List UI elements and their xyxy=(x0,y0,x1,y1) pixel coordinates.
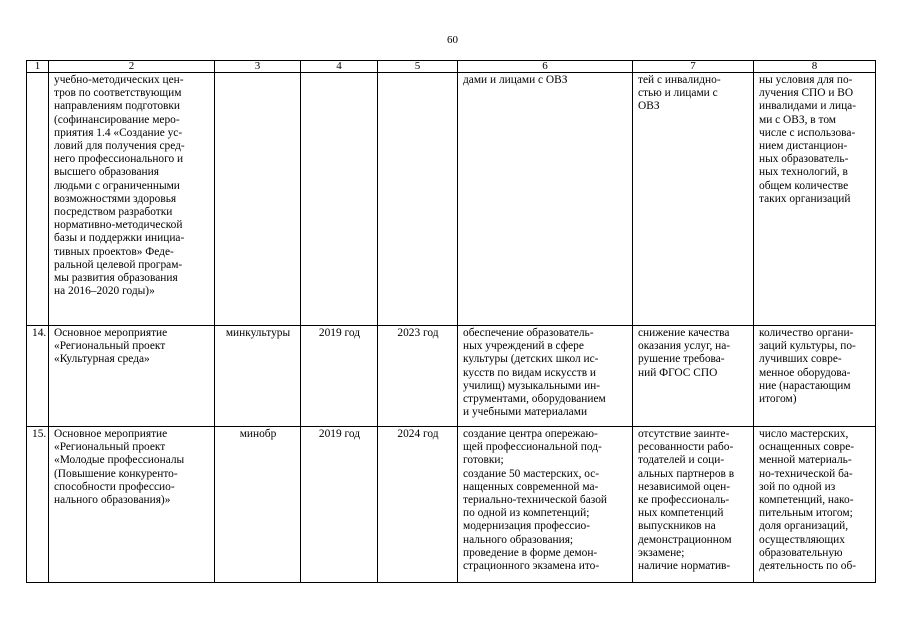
event-cell: Основное мероприятие «Региональный проект «Молодые профессионалы (Повышение конкуренто- способности профессио- нального образования)» xyxy=(49,427,215,583)
measures-table xyxy=(26,60,876,583)
table-row xyxy=(27,73,876,326)
event-cell: Основное мероприятие «Региональный проект «Культурная среда» xyxy=(49,326,215,427)
column-number-1: 1 xyxy=(27,61,49,73)
result-cell: дами и лицами с ОВЗ xyxy=(458,73,633,326)
indicator-cell: количество органи- заций культуры, по- лучивших совре- менное оборудова- ние (нарастающим итогом) xyxy=(754,326,876,427)
end-year-cell: 2023 год xyxy=(378,326,458,427)
row-number: 15. xyxy=(27,427,49,583)
column-number-8: 8 xyxy=(754,61,876,73)
consequence-cell: снижение качества оказания услуг, на- рушение требова- ний ФГОС СПО xyxy=(633,326,754,427)
executor-cell: минобр xyxy=(215,427,301,583)
row-number: 14. xyxy=(27,326,49,427)
start-year-cell: 2019 год xyxy=(301,326,378,427)
end-year-cell: 2024 год xyxy=(378,427,458,583)
executor-cell: минкультуры xyxy=(215,326,301,427)
table-row xyxy=(27,326,876,427)
column-number-row xyxy=(27,61,876,73)
end-year-cell xyxy=(378,73,458,326)
table-row xyxy=(27,427,876,583)
column-number-7: 7 xyxy=(633,61,754,73)
column-number-4: 4 xyxy=(301,61,378,73)
page-number: 60 xyxy=(447,34,458,46)
result-cell: обеспечение образователь- ных учреждений в сфере культуры (детских школ ис- кусств по видам искусств и училищ) музыкальными ин- струментами, оборудованием и учебными материалами xyxy=(458,326,633,427)
start-year-cell xyxy=(301,73,378,326)
consequence-cell: тей с инвалидно- стью и лицами с ОВЗ xyxy=(633,73,754,326)
column-number-5: 5 xyxy=(378,61,458,73)
column-number-2: 2 xyxy=(49,61,215,73)
row-number xyxy=(27,73,49,326)
start-year-cell: 2019 год xyxy=(301,427,378,583)
consequence-cell: отсутствие заинте- ресованности рабо- тодателей и соци- альных партнеров в независимой оцен- ке профессиональ- ных компетенций выпускников на демонстрационном экзамене; наличие норматив- xyxy=(633,427,754,583)
column-number-3: 3 xyxy=(215,61,301,73)
result-cell: создание центра опережаю- щей профессиональной под- готовки; создание 50 мастерских, ос- нащенных современной ма- териально-технической базой по одной из компетенций; модернизация профессио- нального образования; проведение в форме демон- страционного экзамена ито- xyxy=(458,427,633,583)
indicator-cell: число мастерских, оснащенных совре- менной материаль- но-технической ба- зой по одной из компетенций, нако- пительным итогом; доля организаций, осуществляющих образовательную деятельность по об- xyxy=(754,427,876,583)
column-number-6: 6 xyxy=(458,61,633,73)
event-cell: учебно-методических цен- тров по соответствующим направлениям подготовки (софинансирование меро- приятия 1.4 «Создание ус- ловий для получения сред- него профессионального и высшего образования людьми с ограниченными возможностями здоровья посредством разработки нормативно-методической базы и поддержки инициа- тивных проектов» Феде- ральной целевой програм- мы развития образования на 2016–2020 годы)» xyxy=(49,73,215,326)
executor-cell xyxy=(215,73,301,326)
indicator-cell: ны условия для по- лучения СПО и ВО инвалидами и лица- ми с ОВЗ, в том числе с использова- нием дистанцион- ных образователь- ных технологий, в общем количестве таких организаций xyxy=(754,73,876,326)
